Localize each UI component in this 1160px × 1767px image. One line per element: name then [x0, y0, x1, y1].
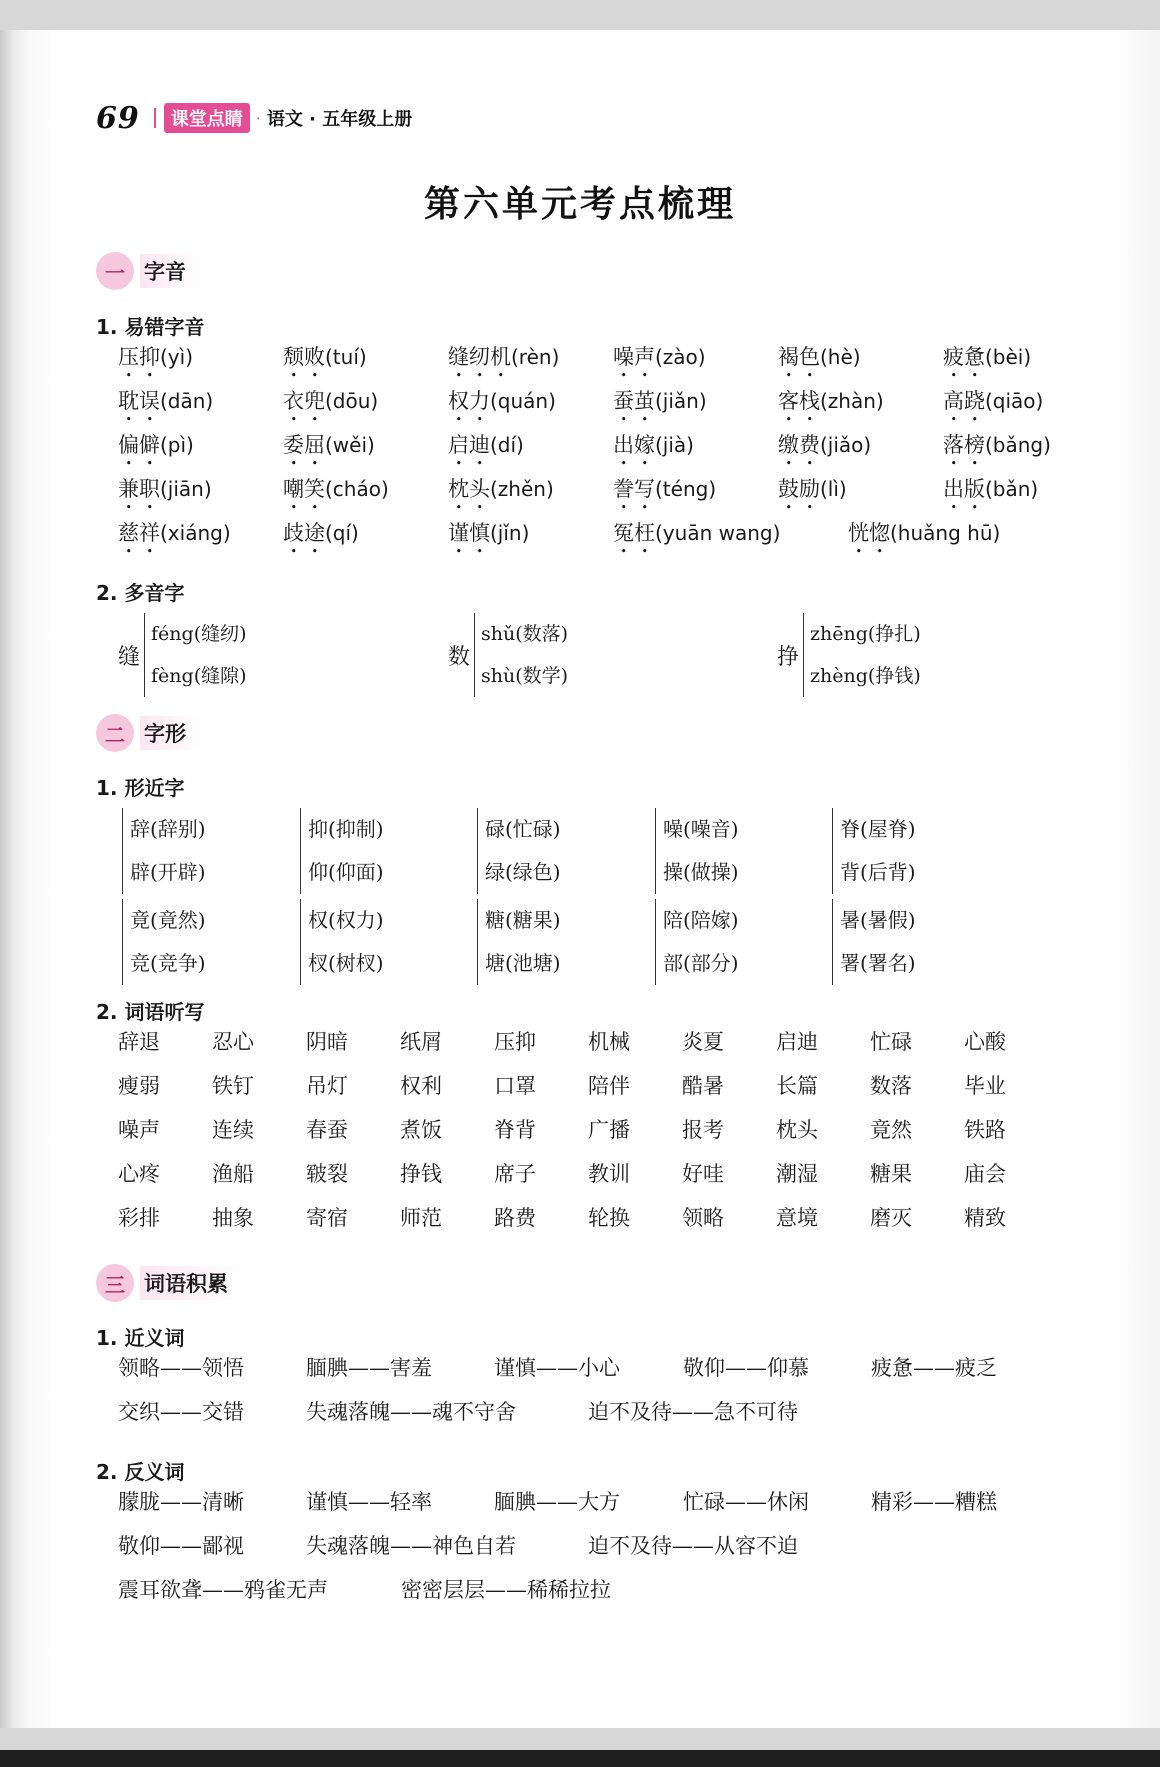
pinyin: (bèi)	[985, 345, 1032, 369]
pinyin: (jiǎo)	[820, 433, 872, 457]
section-number: 三	[96, 1264, 134, 1302]
polyphonic-char: 缝	[118, 644, 141, 670]
synonym-pair: 失魂落魄——魂不守舍	[306, 1400, 516, 1424]
antonym-pair: 腼腆——大方	[494, 1490, 620, 1514]
pinyin: (jǐn)	[490, 521, 530, 545]
subheading-synonyms: 1. 近义词	[96, 1326, 185, 1350]
pinyin: (qiāo)	[985, 389, 1044, 413]
word: 耽误	[118, 389, 160, 413]
pronunciation-brace	[144, 613, 247, 697]
similar-char: 塘(池塘)	[485, 951, 561, 975]
word: 疲惫	[943, 345, 985, 369]
word: 歧途	[283, 521, 325, 545]
pronunciation-item	[448, 429, 524, 470]
reading-2: fèng(缝隙)	[151, 665, 247, 687]
dictation-word: 皲裂	[306, 1162, 348, 1186]
pronunciation-item	[283, 429, 375, 470]
pronunciation-item	[118, 473, 212, 514]
polyphonic-char: 挣	[777, 644, 800, 670]
similar-char-pair	[832, 808, 916, 894]
word: 落榜	[943, 433, 985, 457]
dictation-word: 抽象	[212, 1206, 254, 1230]
pronunciation-item	[613, 517, 780, 558]
dictation-word: 纸屑	[400, 1030, 442, 1054]
similar-char: 陪(陪嫁)	[663, 908, 739, 932]
pinyin: (yì)	[160, 345, 193, 369]
word: 衣兜	[283, 389, 325, 413]
pronunciation-item	[283, 385, 378, 426]
similar-char: 辞(辞别)	[130, 817, 206, 841]
pronunciation-item	[118, 517, 231, 558]
antonym-pair: 谨慎——轻率	[306, 1490, 432, 1514]
pronunciation-item	[118, 385, 213, 426]
dictation-word: 枕头	[776, 1118, 818, 1142]
antonym-pair: 失魂落魄——神色自若	[306, 1534, 516, 1558]
dictation-word: 好哇	[682, 1162, 724, 1186]
pinyin: (lì)	[820, 477, 847, 501]
word: 冤枉	[613, 521, 655, 545]
polyphonic-group	[118, 613, 247, 697]
pronunciation-item	[448, 385, 556, 426]
pinyin: (cháo)	[325, 477, 389, 501]
word: 褐色	[778, 345, 820, 369]
polyphonic-char: 数	[448, 644, 471, 670]
similar-char: 抑(抑制)	[308, 817, 384, 841]
pinyin: (jià)	[655, 433, 694, 457]
dictation-word: 长篇	[776, 1074, 818, 1098]
pinyin: (xiáng)	[160, 521, 231, 545]
word: 谨慎	[448, 521, 490, 545]
pinyin: (dí)	[490, 433, 524, 457]
reading-1: shǔ(数落)	[481, 623, 569, 645]
subheading-antonyms: 2. 反义词	[96, 1460, 185, 1484]
dictation-word: 铁钉	[212, 1074, 254, 1098]
synonym-pair: 迫不及待——急不可待	[588, 1400, 798, 1424]
pronunciation-brace	[803, 613, 921, 697]
similar-char: 竞(竞争)	[130, 951, 206, 975]
section-heading-1	[96, 252, 200, 290]
dictation-word: 庙会	[964, 1162, 1006, 1186]
similar-char: 碌(忙碌)	[485, 817, 561, 841]
dictation-word: 广播	[588, 1118, 630, 1142]
pronunciation-item	[613, 341, 706, 382]
pinyin: (téng)	[655, 477, 717, 501]
similar-char: 脊(屋脊)	[840, 817, 916, 841]
word: 慈祥	[118, 521, 160, 545]
antonym-pair: 震耳欲聋——鸦雀无声	[118, 1578, 328, 1602]
dictation-word: 席子	[494, 1162, 536, 1186]
pronunciation-item	[778, 341, 861, 382]
similar-char: 糖(糖果)	[485, 908, 561, 932]
pronunciation-item	[283, 517, 359, 558]
pinyin: (hè)	[820, 345, 861, 369]
similar-char: 绿(绿色)	[485, 860, 561, 884]
book-title: 语文 · 五年级上册	[266, 109, 413, 130]
header-divider	[154, 108, 156, 128]
word: 嘲笑	[283, 477, 325, 501]
pronunciation-item	[118, 429, 194, 470]
dictation-word: 瘦弱	[118, 1074, 160, 1098]
word: 压抑	[118, 345, 160, 369]
similar-char: 竟(竟然)	[130, 908, 206, 932]
bottom-bar	[0, 1750, 1160, 1767]
pronunciation-item	[448, 517, 529, 558]
word: 枕头	[448, 477, 490, 501]
dictation-word: 潮湿	[776, 1162, 818, 1186]
header-dot: ·	[255, 108, 261, 128]
dictation-word: 毕业	[964, 1074, 1006, 1098]
pronunciation-item	[613, 429, 694, 470]
pinyin: (bǎng)	[985, 433, 1051, 457]
synonym-pair: 腼腆——害羞	[306, 1356, 432, 1380]
section-title: 词语积累	[140, 1266, 242, 1300]
similar-char: 暑(暑假)	[840, 908, 916, 932]
reading-1: féng(缝纫)	[151, 623, 247, 645]
pinyin: (bǎn)	[985, 477, 1039, 501]
dictation-word: 心酸	[964, 1030, 1006, 1054]
dictation-word: 口罩	[494, 1074, 536, 1098]
pronunciation-item	[943, 385, 1043, 426]
subheading-similar-characters: 1. 形近字	[96, 776, 185, 800]
dictation-word: 吊灯	[306, 1074, 348, 1098]
similar-char-pair	[655, 899, 739, 985]
pinyin: (rèn)	[511, 345, 560, 369]
polyphonic-group	[777, 613, 921, 697]
pronunciation-item	[778, 385, 884, 426]
similar-char-pair	[655, 808, 739, 894]
section-heading-2	[96, 714, 200, 752]
dictation-word: 糖果	[870, 1162, 912, 1186]
pinyin: (tuí)	[325, 345, 367, 369]
word: 蚕茧	[613, 389, 655, 413]
dictation-word: 报考	[682, 1118, 724, 1142]
similar-char: 部(部分)	[663, 951, 739, 975]
synonym-pair: 谨慎——小心	[494, 1356, 620, 1380]
antonym-pair: 迫不及待——从容不迫	[588, 1534, 798, 1558]
reading-1: zhēng(挣扎)	[810, 623, 921, 645]
similar-char: 署(署名)	[840, 951, 916, 975]
pinyin: (jiǎn)	[655, 389, 707, 413]
pronunciation-item	[448, 341, 559, 382]
pinyin: (jiān)	[160, 477, 212, 501]
pinyin: (zhěn)	[490, 477, 554, 501]
dictation-word: 连续	[212, 1118, 254, 1142]
pronunciation-brace	[474, 613, 568, 697]
word: 缝纫机	[448, 345, 511, 369]
dictation-word: 意境	[776, 1206, 818, 1230]
dictation-word: 压抑	[494, 1030, 536, 1054]
dictation-word: 脊背	[494, 1118, 536, 1142]
similar-char: 杈(树杈)	[308, 951, 384, 975]
dictation-word: 忍心	[212, 1030, 254, 1054]
pronunciation-item	[448, 473, 554, 514]
pinyin: (pì)	[160, 433, 194, 457]
word: 权力	[448, 389, 490, 413]
dictation-word: 煮饭	[400, 1118, 442, 1142]
dictation-word: 领略	[682, 1206, 724, 1230]
dictation-word: 轮换	[588, 1206, 630, 1230]
antonym-pair: 敬仰——鄙视	[118, 1534, 244, 1558]
word: 颓败	[283, 345, 325, 369]
section-number: 一	[96, 252, 134, 290]
pinyin: (dōu)	[325, 389, 379, 413]
synonym-pair: 领略——领悟	[118, 1356, 244, 1380]
similar-char: 辟(开辟)	[130, 860, 206, 884]
pinyin: (zào)	[655, 345, 706, 369]
subheading-confusable-pronunciation: 1. 易错字音	[96, 315, 205, 339]
pronunciation-item	[613, 385, 707, 426]
similar-char: 噪(噪音)	[663, 817, 739, 841]
dictation-word: 阴暗	[306, 1030, 348, 1054]
pronunciation-item	[118, 341, 193, 382]
similar-char-pair	[477, 899, 561, 985]
dictation-word: 忙碌	[870, 1030, 912, 1054]
word: 高跷	[943, 389, 985, 413]
pronunciation-item	[283, 473, 389, 514]
section-heading-3	[96, 1264, 242, 1302]
pronunciation-item	[613, 473, 716, 514]
word: 兼职	[118, 477, 160, 501]
dictation-word: 路费	[494, 1206, 536, 1230]
antonym-pair: 朦胧——清晰	[118, 1490, 244, 1514]
page-number: 69	[96, 100, 140, 136]
dictation-word: 竟然	[870, 1118, 912, 1142]
page-title: 第六单元考点梳理	[423, 184, 736, 225]
section-number: 二	[96, 714, 134, 752]
pinyin: (wěi)	[325, 433, 375, 457]
dictation-word: 渔船	[212, 1162, 254, 1186]
dictation-word: 辞退	[118, 1030, 160, 1054]
synonym-pair: 疲惫——疲乏	[871, 1356, 997, 1380]
word: 恍惚	[848, 521, 890, 545]
similar-char-pair	[122, 808, 206, 894]
word: 启迪	[448, 433, 490, 457]
dictation-word: 磨灭	[870, 1206, 912, 1230]
similar-char: 仰(仰面)	[308, 860, 384, 884]
dictation-word: 师范	[400, 1206, 442, 1230]
pinyin: (yuān wang)	[655, 521, 781, 545]
word: 噪声	[613, 345, 655, 369]
word: 出版	[943, 477, 985, 501]
dictation-word: 陪伴	[588, 1074, 630, 1098]
dictation-word: 噪声	[118, 1118, 160, 1142]
dictation-word: 春蚕	[306, 1118, 348, 1142]
subheading-dictation: 2. 词语听写	[96, 1000, 205, 1024]
similar-char: 权(权力)	[308, 908, 384, 932]
similar-char: 背(后背)	[840, 860, 916, 884]
word: 委屈	[283, 433, 325, 457]
dictation-word: 寄宿	[306, 1206, 348, 1230]
pinyin: (qí)	[325, 521, 359, 545]
word: 誊写	[613, 477, 655, 501]
dictation-word: 数落	[870, 1074, 912, 1098]
pronunciation-item	[778, 429, 871, 470]
dictation-word: 机械	[588, 1030, 630, 1054]
brand-badge: 课堂点睛	[164, 103, 250, 133]
antonym-pair: 忙碌——休闲	[683, 1490, 809, 1514]
dictation-word: 铁路	[964, 1118, 1006, 1142]
pinyin: (zhàn)	[820, 389, 884, 413]
pronunciation-item	[283, 341, 367, 382]
dictation-word: 彩排	[118, 1206, 160, 1230]
antonym-pair: 精彩——糟糕	[871, 1490, 997, 1514]
pinyin: (quán)	[490, 389, 556, 413]
reading-2: zhèng(挣钱)	[810, 665, 921, 687]
word: 客栈	[778, 389, 820, 413]
pronunciation-item	[848, 517, 1000, 558]
dictation-word: 权利	[400, 1074, 442, 1098]
polyphonic-group	[448, 613, 568, 697]
synonym-pair: 交织——交错	[118, 1400, 244, 1424]
dictation-word: 精致	[964, 1206, 1006, 1230]
word: 出嫁	[613, 433, 655, 457]
pinyin: (dān)	[160, 389, 214, 413]
word: 缴费	[778, 433, 820, 457]
synonym-pair: 敬仰——仰慕	[683, 1356, 809, 1380]
pronunciation-item	[778, 473, 847, 514]
pinyin: (huǎng hū)	[890, 521, 1001, 545]
dictation-word: 启迪	[776, 1030, 818, 1054]
section-title: 字音	[140, 254, 200, 288]
similar-char-pair	[832, 899, 916, 985]
dictation-word: 炎夏	[682, 1030, 724, 1054]
antonym-pair: 密密层层——稀稀拉拉	[401, 1578, 611, 1602]
dictation-word: 挣钱	[400, 1162, 442, 1186]
word: 偏僻	[118, 433, 160, 457]
dictation-word: 酷暑	[682, 1074, 724, 1098]
pronunciation-item	[943, 473, 1038, 514]
similar-char-pair	[122, 899, 206, 985]
reading-2: shù(数学)	[481, 665, 569, 687]
similar-char-pair	[477, 808, 561, 894]
similar-char-pair	[300, 899, 384, 985]
subheading-polyphonic: 2. 多音字	[96, 581, 185, 605]
page-header	[96, 98, 412, 138]
similar-char: 操(做操)	[663, 860, 739, 884]
similar-char-pair	[300, 808, 384, 894]
pronunciation-item	[943, 341, 1031, 382]
dictation-word: 心疼	[118, 1162, 160, 1186]
dictation-word: 教训	[588, 1162, 630, 1186]
pronunciation-item	[943, 429, 1051, 470]
section-title: 字形	[140, 716, 200, 750]
word: 鼓励	[778, 477, 820, 501]
